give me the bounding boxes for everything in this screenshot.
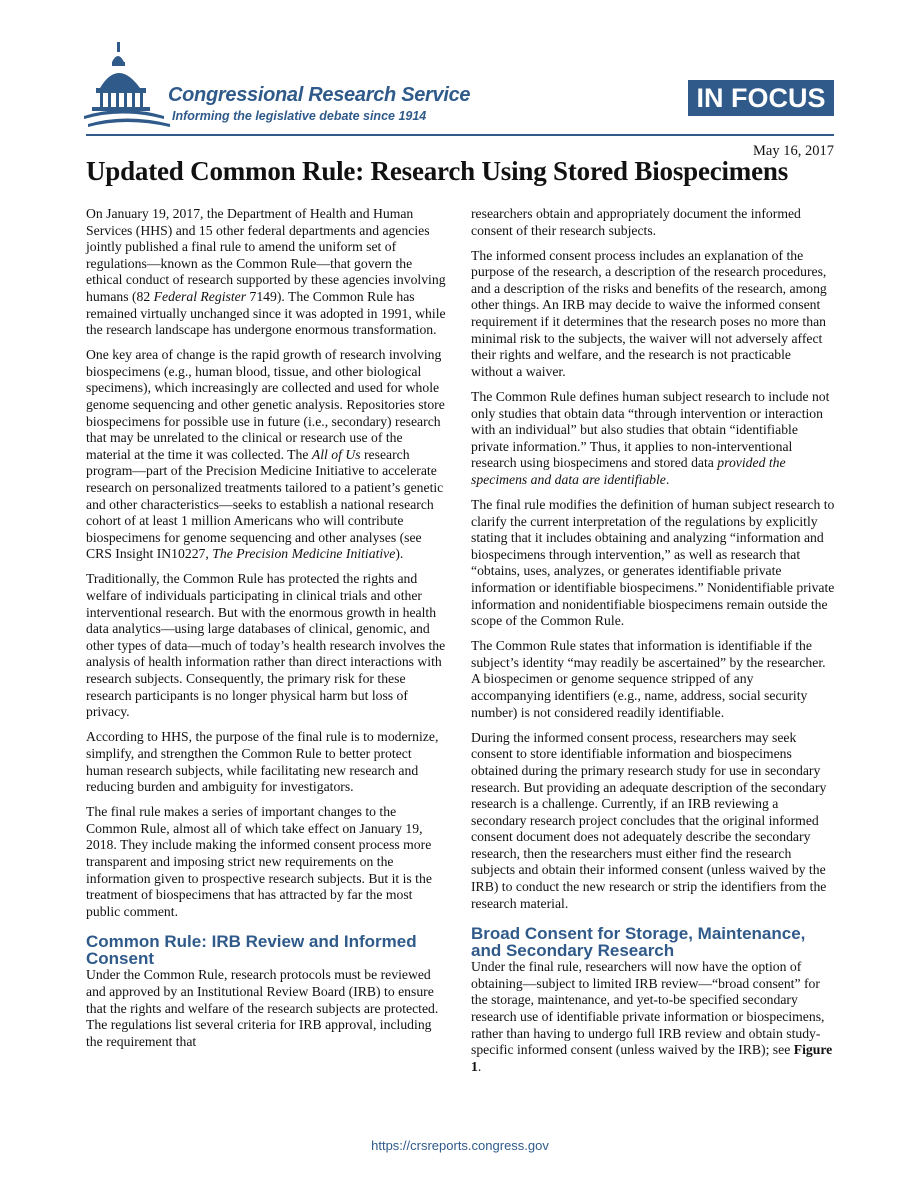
paragraph: The final rule makes a series of important changes to the Common Rule, almost all of which take effect on January 19, 2018. They include making the informed consent process more transparent and imposing strict new requirements on the information given to prospective research subjects. But it is the treatment of biospecimens that has attracted by far the most public comment.	[86, 804, 432, 919]
paragraph: During the informed consent process, researchers may seek consent to store identifiable information and biospecimens obtained during the primary research study for use in secondary research. But providing an adequate description of the secondary research is a challenge. Currently, if an IRB reviewing a secondary research project concludes that the original informed consent document does not adequately describe the secondary research, then the researchers must either find the research subjects and obtain their informed consent (unless waived by the IRB) to conduct the new research or strip the identifiers from the research material.	[471, 729, 827, 911]
left-column	[86, 206, 450, 1059]
paragraph: The Common Rule defines human subject research to include not only studies that obtain data “through intervention or interaction with an individual” but also studies that obtain “identifiable private information.” Thus, it applies to non-interventional research using biospecimens and stored data provided the specimens and data are identifiable.	[471, 388, 830, 487]
paragraph: On January 19, 2017, the Department of Health and Human Services (HHS) and 15 other federal departments and agencies jointly published a final rule to amend the uniform set of regulations—known as the Common Rule—that govern the ethical conduct of research supported by these agencies involving humans (82 Federal Register 7149). The Common Rule has remained virtually unchanged since it was adopted in 1991, while the research landscape has undergone enormous transformation.	[86, 206, 446, 338]
org-name: Congressional Research Service	[168, 84, 471, 106]
report-header	[0, 0, 920, 186]
section-heading: Broad Consent for Storage, Maintenance, and Secondary Research	[471, 924, 806, 960]
footer-url[interactable]: https://crsreports.congress.gov	[371, 1138, 549, 1153]
paragraph: Traditionally, the Common Rule has protected the rights and welfare of individuals participating in clinical trials and other interventional research. But with the enormous growth in health data analytics—using large databases of clinical, genomic, and other types of data—much of today’s health research involves the analysis of health information rather than direct interactions with research subjects. Consequently, the primary risk for these research participants is no longer physical harm but loss of privacy.	[86, 571, 446, 720]
report-date: May 16, 2017	[753, 143, 834, 159]
capitol-dome-icon	[82, 40, 174, 130]
paragraph: The final rule modifies the definition of human subject research to clarify the current interpretation of the regulations by explicitly stating that it includes obtaining and analyzing “information and biospecimens through intervention,” as well as research that “obtains, uses, analyzes, or generates identifiable private information or identifiable biospecimens.” Nonidentifiable private information and nonidentifiable biospecimens remain outside the scope of the Common Rule.	[471, 497, 835, 629]
right-column	[471, 206, 835, 1084]
page-title: Updated Common Rule: Research Using Stored Biospecimens	[86, 156, 789, 186]
paragraph: Under the final rule, researchers will now have the option of obtaining—subject to limited IRB review—“broad consent” for the storage, maintenance, and yet-to-be specified secondary research use of identifiable private information or biospecimens, rather than having to undergo full IRB review and obtain study-specific informed consent (unless waived by the IRB); see Figure 1.	[471, 959, 833, 1074]
section-heading: Common Rule: IRB Review and Informed Consent	[86, 932, 417, 968]
header-rule	[86, 134, 834, 136]
paragraph: researchers obtain and appropriately document the informed consent of their research subjects.	[471, 206, 801, 238]
paragraph: Under the Common Rule, research protocols must be reviewed and approved by an Institutional Review Board (IRB) to ensure that the rights and welfare of the research subjects are protected. The regulations list several criteria for IRB approval, including the requirement that	[86, 967, 439, 1049]
in-focus-badge: IN FOCUS	[688, 80, 834, 116]
paragraph: According to HHS, the purpose of the final rule is to modernize, simplify, and strengthen the Common Rule to better protect human research subjects, while facilitating new research and reducing burden and ambiguity for investigators.	[86, 729, 439, 795]
paragraph: The Common Rule states that information is identifiable if the subject’s identity “may readily be ascertained” by the researcher. A biospecimen or genome sequence stripped of any accompanying identifiers (e.g., name, address, social security number) is not considered readily identifiable.	[471, 638, 826, 720]
org-tagline: Informing the legislative debate since 1914	[172, 109, 427, 123]
paragraph: One key area of change is the rapid growth of research involving biospecimens (e.g., human blood, tissue, and other biological specimens), which increasingly are collected and used for whole genome sequencing and other genetic analysis. Repositories store biospecimens for possible use in future (i.e., secondary) research that may be unrelated to the clinical or research use of the material at the time it was collected. The All of Us research program—part of the Precision Medicine Initiative to accelerate research on personalized treatments tailored to a patient’s genetic and other characteristics—seeks to establish a national research cohort of at least 1 million Americans who will contribute biospecimens for genome sequencing and other analyses (see CRS Insight IN10227, The Precision Medicine Initiative).	[86, 347, 445, 562]
paragraph: The informed consent process includes an explanation of the purpose of the research, a description of the research procedures, and a description of the risks and benefits of the research, among other things. An IRB may decide to waive the informed consent requirement if it determines that the research poses no more than minimal risk to the subjects, the waiver will not adversely affect their rights and welfare, and the research is not practicable without a waiver.	[471, 247, 827, 379]
